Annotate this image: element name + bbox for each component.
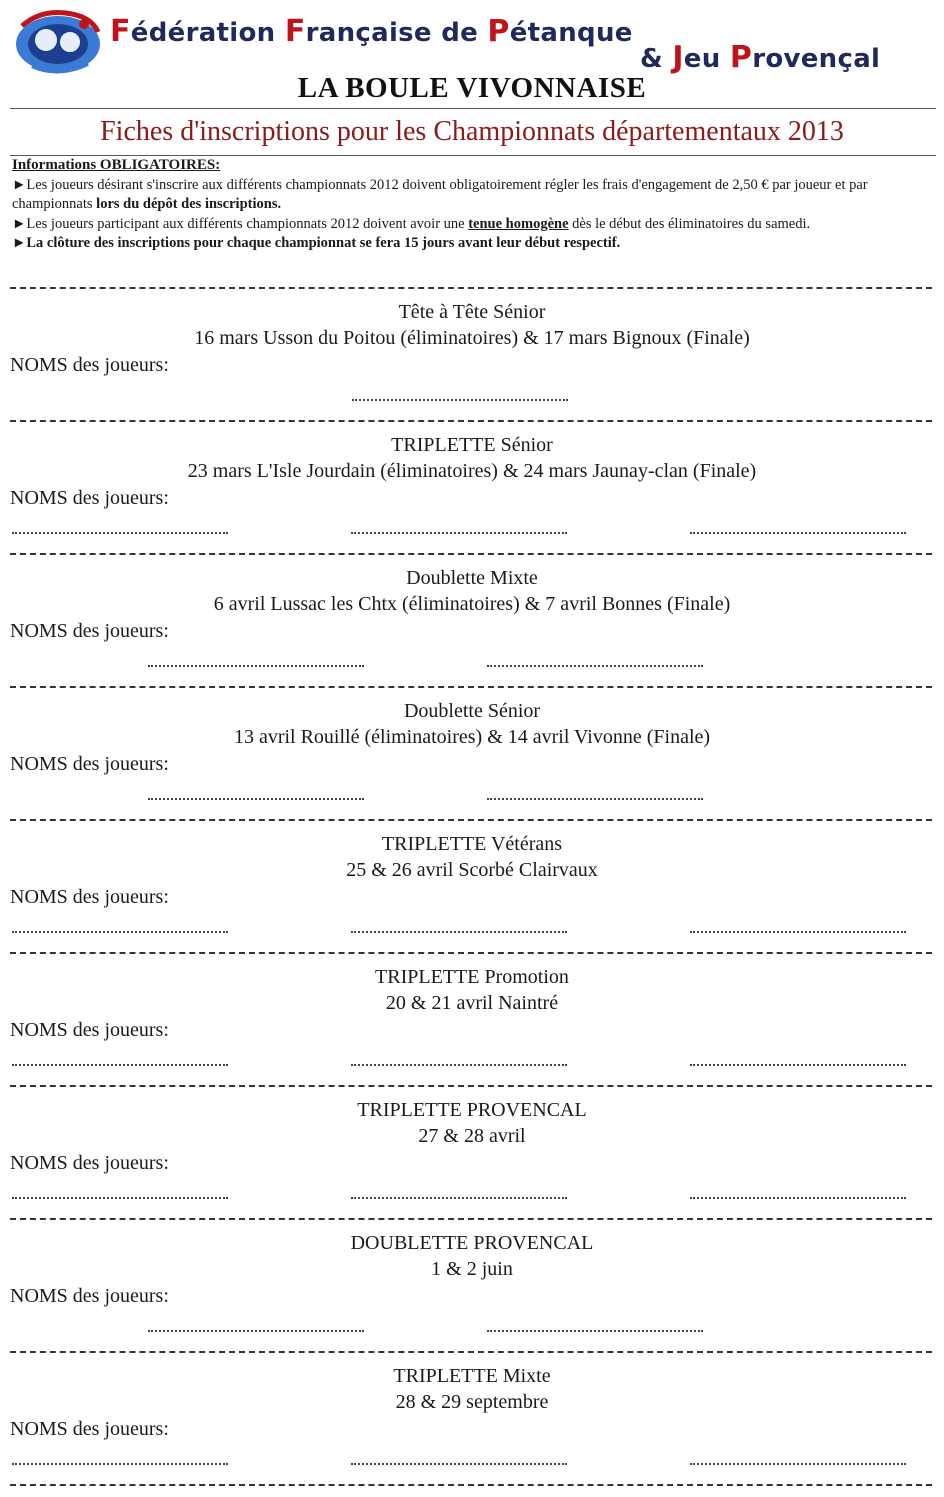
section-details: 23 mars L'Isle Jourdain (éliminatoires) & 24 mars Jaunay-clan (Finale) [187, 460, 757, 482]
player-name-line[interactable] [351, 1197, 567, 1199]
section-details: 1 & 2 juin [431, 1258, 513, 1280]
players-label: NOMS des joueurs: [10, 487, 169, 509]
player-name-line[interactable] [690, 532, 906, 534]
section-details: 28 & 29 septembre [395, 1391, 549, 1413]
mandatory-info-block [12, 156, 932, 254]
section-title: TRIPLETTE Promotion [375, 966, 569, 988]
players-label: NOMS des joueurs: [10, 753, 169, 775]
players-label: NOMS des joueurs: [10, 1152, 169, 1174]
info-deadline-text: ►La clôture des inscriptions pour chaque championnat se fera 15 jours avant leur début respectif. [12, 235, 621, 251]
section-separator [10, 420, 932, 422]
section-details: 20 & 21 avril Naintré [385, 992, 559, 1014]
players-label: NOMS des joueurs: [10, 354, 169, 376]
info-fee-rule [12, 176, 932, 215]
section-details: 6 avril Lussac les Chtx (éliminatoires) & 7 avril Bonnes (Finale) [213, 593, 731, 615]
player-name-line[interactable] [351, 1463, 567, 1465]
section-separator [10, 1484, 932, 1486]
section-separator [10, 1085, 932, 1087]
header-divider [10, 108, 936, 109]
section-title: TRIPLETTE Vétérans [381, 833, 563, 855]
federation-name-line1: Fédération Française de Pétanque [110, 14, 633, 49]
player-name-line[interactable] [351, 1064, 567, 1066]
section-separator [10, 553, 932, 555]
section-details: 25 & 26 avril Scorbé Clairvaux [346, 859, 598, 881]
player-name-line[interactable] [351, 931, 567, 933]
info-outfit-text: ►Les joueurs participant aux différents championnats 2012 doivent avoir une [12, 215, 469, 232]
player-name-line[interactable] [12, 1197, 228, 1199]
player-name-line[interactable] [487, 665, 703, 667]
players-label: NOMS des joueurs: [10, 1418, 169, 1440]
player-name-line[interactable] [690, 1463, 906, 1465]
section-title: DOUBLETTE PROVENCAL [350, 1232, 594, 1254]
players-label: NOMS des joueurs: [10, 886, 169, 908]
section-separator [10, 1218, 932, 1220]
player-name-line[interactable] [12, 1064, 228, 1066]
player-name-line[interactable] [352, 399, 568, 401]
players-label: NOMS des joueurs: [10, 1019, 169, 1041]
player-name-line[interactable] [12, 532, 228, 534]
section-title: Tête à Tête Sénior [398, 301, 546, 323]
section-details: 16 mars Usson du Poitou (éliminatoires) & 17 mars Bignoux (Finale) [194, 327, 750, 349]
players-label: NOMS des joueurs: [10, 620, 169, 642]
section-separator [10, 952, 932, 954]
section-separator [10, 1351, 932, 1353]
section-title: Doublette Sénior [403, 700, 541, 722]
petanque-federation-logo-icon [12, 6, 104, 76]
document-title: Fiches d'inscriptions pour les Championnats départementaux 2013 [100, 116, 844, 147]
section-details: 13 avril Rouillé (éliminatoires) & 14 avril Vivonne (Finale) [233, 726, 711, 748]
section-separator [10, 819, 932, 821]
info-deadline-rule [12, 234, 932, 254]
section-title: TRIPLETTE PROVENCAL [357, 1099, 587, 1121]
section-title: TRIPLETTE Sénior [391, 434, 553, 456]
player-name-line[interactable] [487, 798, 703, 800]
section-title: Doublette Mixte [406, 567, 538, 589]
player-name-line[interactable] [690, 931, 906, 933]
info-outfit-underline: tenue homogène [468, 215, 569, 232]
player-name-line[interactable] [12, 1463, 228, 1465]
player-name-line[interactable] [351, 532, 567, 534]
info-fee-bold: lors du dépôt des inscriptions. [96, 196, 282, 212]
player-name-line[interactable] [690, 1064, 906, 1066]
section-title: TRIPLETTE Mixte [393, 1365, 551, 1387]
player-name-line[interactable] [690, 1197, 906, 1199]
info-outfit-suffix: dès le début des éliminatoires du samedi. [568, 215, 811, 232]
player-name-line[interactable] [148, 665, 364, 667]
player-name-line[interactable] [12, 931, 228, 933]
players-label: NOMS des joueurs: [10, 1285, 169, 1307]
info-heading: Informations OBLIGATOIRES: [12, 157, 221, 173]
section-separator [10, 686, 932, 688]
player-name-line[interactable] [148, 798, 364, 800]
info-outfit-rule [12, 215, 932, 235]
player-name-line[interactable] [148, 1330, 364, 1332]
club-name: LA BOULE VIVONNAISE [297, 72, 647, 104]
info-fee-text: ►Les joueurs désirant s'inscrire aux différents championnats 2012 doivent obligatoirement régler les frais d'engagement de 2,50 € par joueur et par championnats [12, 176, 868, 212]
federation-name-line2: & Jeu Provençal [640, 40, 881, 75]
section-separator [10, 287, 932, 289]
section-details: 27 & 28 avril [418, 1125, 526, 1147]
player-name-line[interactable] [487, 1330, 703, 1332]
